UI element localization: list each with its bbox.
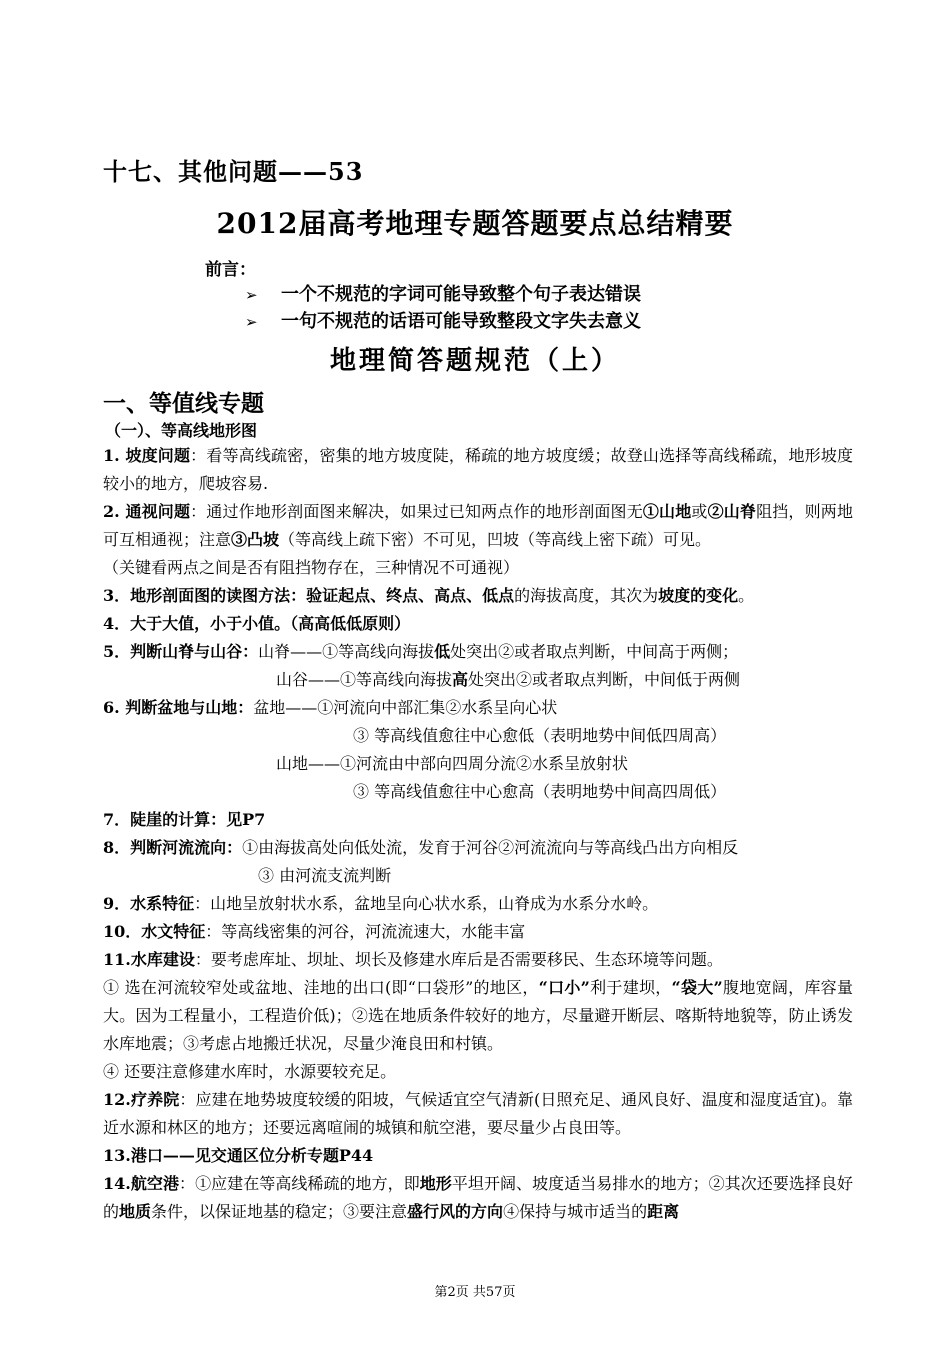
item-2: 2. 通视问题：通过作地形剖面图来解决，如果过已知两点作的地形剖面图无①山地或②山脊阻挡，则两地可互相通视；注意③凸坡（等高线上疏下密）不可见，凹坡（等高线上密下疏）可见。 [103,502,853,549]
preface-label: 前言： [205,260,256,280]
item-13: 13.港口——见交通区位分析专题P44 [103,1146,374,1165]
toc-line: 十七、其他问题——53 [103,157,364,186]
chapter-title: 一、等值线专题 [103,390,264,417]
arrow-bullet-icon: ➢ [245,313,258,331]
item-4: 4．大于大值，小于小值。（高高低低原则） [103,614,411,633]
item-10: 10．水文特征：等高线密集的河谷，河流流速大，水能丰富 [103,922,526,941]
item-2-note: （关键看两点之间是否有阻挡物存在，三种情况不可通视） [103,558,520,577]
preface-bullet-1: ➢ 一个不规范的字词可能导致整个句子表达错误 [245,284,641,305]
item-5-line-2: 山谷——①等高线向海拔高处突出②或者取点判断，中间低于两侧 [276,670,741,689]
body-text [103,442,853,1226]
arrow-bullet-icon: ➢ [245,286,258,304]
item-11: 11.水库建设：要考虑库址、坝址、坝长及修建水库后是否需要移民、生态环境等问题。 [103,950,723,969]
item-8-line-2: ③ 由河流支流判断 [258,866,392,885]
item-1: 1. 坡度问题：看等高线疏密，密集的地方坡度陡，稀疏的地方坡度缓；故登山选择等高线稀疏，地形坡度较小的地方，爬坡容易. [103,446,853,493]
item-14: 14.航空港：①应建在等高线稀疏的地方，即地形平坦开阔、坡度适当易排水的地方；②其次还要选择良好的地质条件，以保证地基的稳定；③要注意盛行风的方向④保持与城市适当的距离 [103,1174,853,1221]
section-title: 地理简答题规范（上） [329,346,620,376]
item-9: 9．水系特征：山地呈放射状水系，盆地呈向心状水系，山脊成为水系分水岭。 [103,894,659,913]
item-5: 5．判断山脊与山谷：山脊——①等高线向海拔低处突出②或者取点判断，中间高于两侧； [103,642,739,661]
item-6-line-4: ③ 等高线值愈往中心愈高（表明地势中间高四周低） [353,782,727,801]
item-8: 8．判断河流流向：①由海拔高处向低处流，发育于河谷②河流流向与等高线凸出方向相反 [103,838,739,857]
item-6-line-3: 山地——①河流由中部向四周分流②水系呈放射状 [276,754,629,773]
item-11-note: ④ 还要注意修建水库时，水源要较充足。 [103,1062,397,1081]
item-12: 12.疗养院：应建在地势坡度较缓的阳坡，气候适宜空气清新(日照充足、通风良好、温度和湿度适宜)。靠近水源和林区的地方；还要远离喧闹的城镇和航空港，要尽量少占良田等。 [103,1090,853,1137]
preface-bullet-2: ➢ 一句不规范的话语可能导致整段文字失去意义 [245,311,641,332]
item-7: 7．陡崖的计算：见P7 [103,810,266,829]
item-6: 6. 判断盆地与山地：盆地——①河流向中部汇集②水系呈向心状 [103,698,558,717]
item-11-detail: ① 选在河流较窄处或盆地、洼地的出口(即“口袋形”的地区，“口小”利于建坝，“袋大”腹地宽阔，库容量大。因为工程量小，工程造价低)；②选在地质条件较好的地方，尽量避开断层、喀斯特地貌等，防止诱发水库地震；③考虑占地搬迁状况，尽量少淹良田和村镇。 [103,978,853,1053]
main-title: 2012届高考地理专题答题要点总结精要 [216,207,734,240]
item-3: 3．地形剖面图的读图方法：验证起点、终点、高点、低点的海拔高度，其次为坡度的变化。 [103,586,755,605]
item-6-line-2: ③ 等高线值愈往中心愈低（表明地势中间低四周高） [353,726,727,745]
page-footer: 第2页 共57页 [434,1285,516,1300]
sub-title: （一）、等高线地形图 [105,421,258,440]
